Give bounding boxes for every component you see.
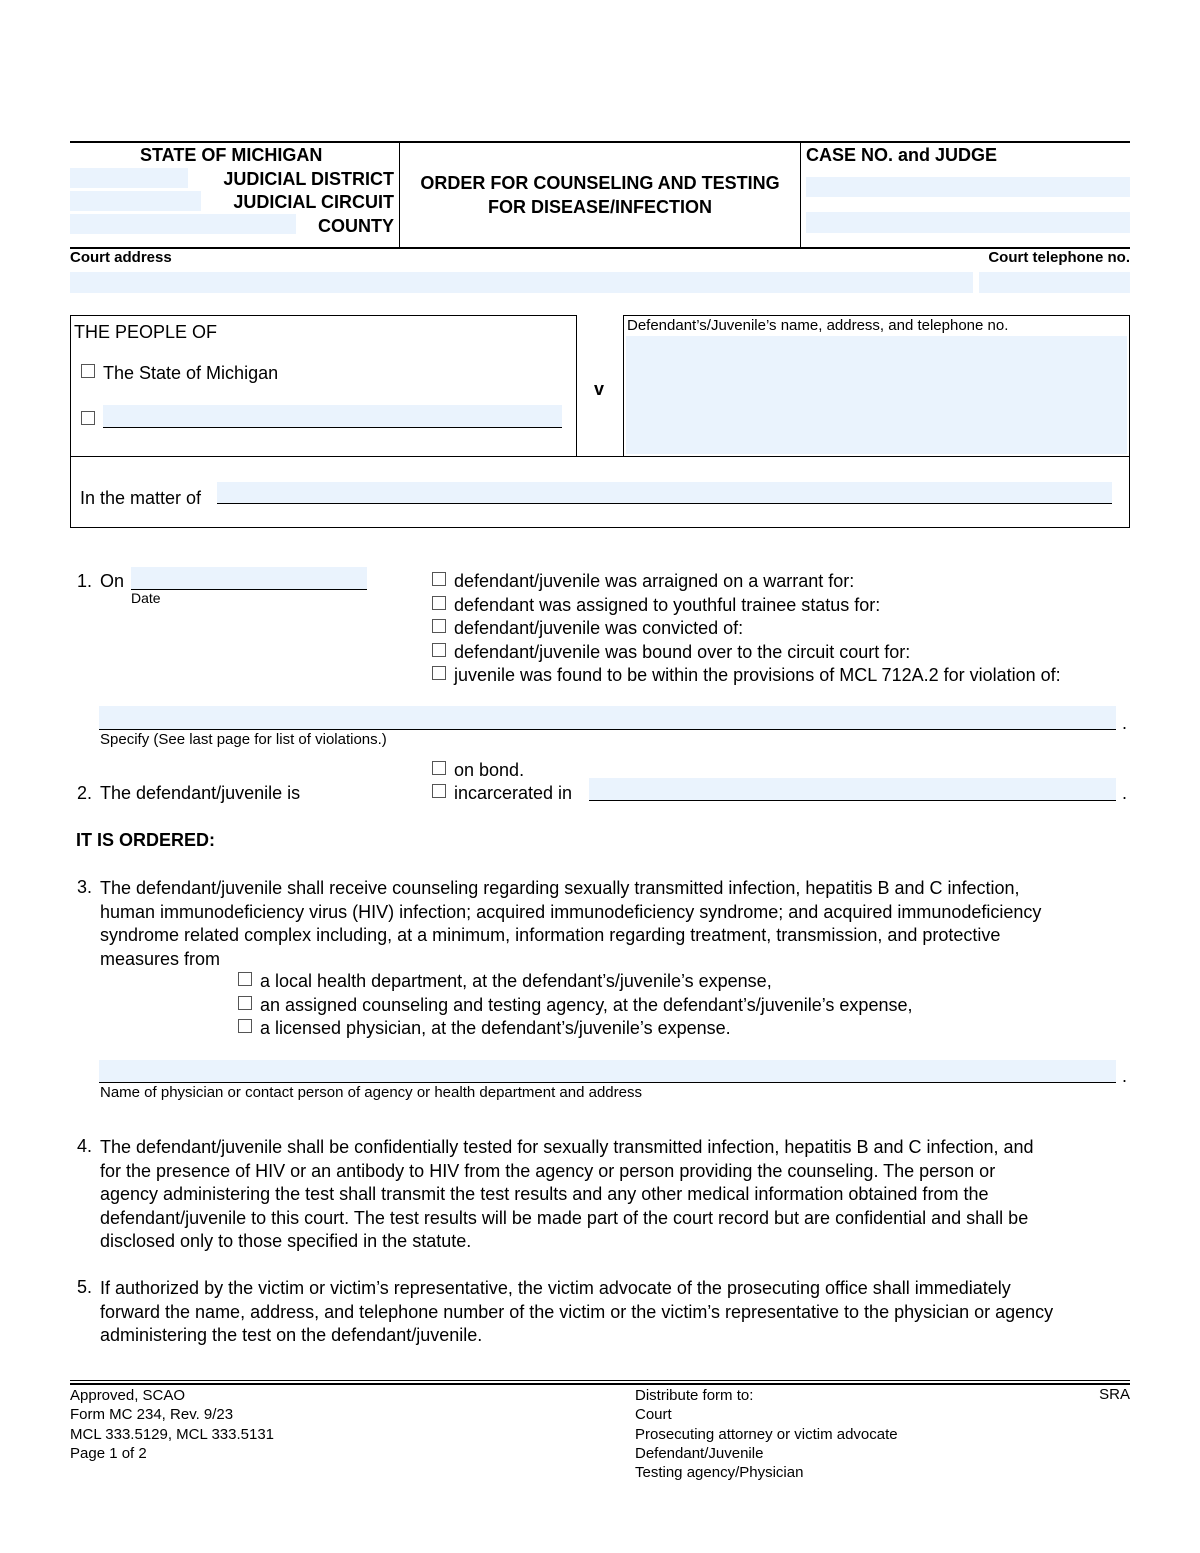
- defendant-label: Defendant’s/Juvenile’s name, address, and telephone no.: [627, 317, 1009, 334]
- arraigned-label: defendant/juvenile was arraigned on a warrant for:: [454, 571, 855, 591]
- item4-paragraph: [100, 1136, 1140, 1254]
- county-field[interactable]: [70, 214, 296, 234]
- youthful-trainee-checkbox[interactable]: [432, 596, 446, 610]
- item5-line: If authorized by the victim or victim’s representative, the victim advocate of the prosecuting office shall immediately: [100, 1278, 1011, 1298]
- judicial-circuit-label: JUDICIAL CIRCUIT: [233, 192, 394, 212]
- footer-distribute-block: [635, 1386, 898, 1482]
- item3-number: 3.: [77, 877, 93, 897]
- physician-name-field[interactable]: [99, 1060, 1116, 1082]
- item4-line: The defendant/juvenile shall be confidentially tested for sexually transmitted infection, hepatitis B and C infection, and: [100, 1137, 1034, 1157]
- local-health-department-label: a local health department, at the defendant’s/juvenile’s expense,: [260, 971, 772, 991]
- incarcerated-period: .: [1122, 783, 1128, 803]
- item3-line: measures from: [100, 948, 221, 969]
- distribute-item: Court: [635, 1406, 672, 1424]
- violation-specify-label: Specify (See last page for list of violations.): [100, 731, 387, 748]
- item3-line: human immunodeficiency virus (HIV) infection; acquired immunodeficiency syndrome; and acquired immunodeficiency: [100, 901, 1042, 922]
- item3-line: syndrome related complex including, at a minimum, information regarding treatment, transmission, and protective: [100, 925, 1001, 946]
- judicial-circuit-field[interactable]: [70, 191, 201, 211]
- item2-number: 2.: [77, 783, 93, 803]
- case-no-field[interactable]: [806, 177, 1130, 197]
- violation-specify-field[interactable]: [99, 706, 1116, 729]
- judicial-district-label: JUDICIAL DISTRICT: [223, 169, 394, 189]
- other-people-checkbox[interactable]: [81, 411, 95, 425]
- people-of-label: THE PEOPLE OF: [74, 322, 218, 342]
- page-number: Page 1 of 2: [70, 1444, 147, 1462]
- statute-reference: MCL 333.5129, MCL 333.5131: [70, 1425, 275, 1443]
- court-telephone-label: Court telephone no.: [988, 249, 1130, 266]
- state-of-michigan-checkbox[interactable]: [81, 364, 95, 378]
- distribute-item: Prosecuting attorney or victim advocate: [635, 1425, 898, 1443]
- form-title-line1: ORDER FOR COUNSELING AND TESTING: [420, 173, 780, 193]
- item4-line: agency administering the test shall transmit the test results and any other medical information obtained from the: [100, 1184, 989, 1205]
- state-heading: STATE OF MICHIGAN: [140, 145, 323, 165]
- incarcerated-checkbox[interactable]: [432, 784, 446, 798]
- form-number: Form MC 234, Rev. 9/23: [70, 1406, 234, 1424]
- other-people-field[interactable]: [103, 405, 562, 427]
- item1-date-label: Date: [131, 590, 161, 606]
- youthful-trainee-label: defendant was assigned to youthful trainee status for:: [454, 595, 881, 615]
- licensed-physician-checkbox[interactable]: [238, 1019, 252, 1033]
- footer-left-block: [70, 1386, 274, 1463]
- item5-line: forward the name, address, and telephone number of the victim or the victim’s representative to the physician or agency: [100, 1301, 1054, 1322]
- approved-label: Approved, SCAO: [70, 1387, 186, 1404]
- distribute-item: Defendant/Juvenile: [635, 1444, 764, 1462]
- item1-date-field[interactable]: [131, 567, 367, 589]
- licensed-physician-label: a licensed physician, at the defendant’s/juvenile’s expense.: [260, 1018, 731, 1038]
- court-telephone-field[interactable]: [979, 272, 1130, 293]
- bound-over-checkbox[interactable]: [432, 643, 446, 657]
- physician-name-label: Name of physician or contact person of agency or health department and address: [100, 1084, 642, 1101]
- incarcerated-in-underline: [589, 800, 1116, 801]
- juvenile-provisions-label: juvenile was found to be within the provisions of MCL 712A.2 for violation of:: [454, 665, 1061, 685]
- state-of-michigan-label: The State of Michigan: [103, 363, 279, 383]
- counseling-agency-checkbox[interactable]: [238, 996, 252, 1010]
- footer-code: SRA: [1099, 1386, 1130, 1403]
- versus-label: v: [594, 379, 605, 399]
- header-divider-left: [399, 142, 400, 247]
- court-address-label: Court address: [70, 249, 172, 266]
- matter-of-field[interactable]: [217, 482, 1112, 503]
- defendant-field[interactable]: [626, 336, 1127, 454]
- footer-rule-top: [70, 1380, 1130, 1381]
- physician-name-period: .: [1122, 1066, 1128, 1086]
- item3-paragraph: [100, 877, 1140, 971]
- item1-on-label: On: [100, 571, 125, 591]
- footer-rule-bottom: [70, 1383, 1130, 1385]
- header-divider-right: [800, 142, 801, 247]
- other-people-underline: [103, 427, 562, 428]
- it-is-ordered-heading: IT IS ORDERED:: [76, 830, 216, 850]
- item5-number: 5.: [77, 1277, 93, 1297]
- item4-number: 4.: [77, 1136, 93, 1156]
- item1-number: 1.: [77, 571, 93, 591]
- item2-text: The defendant/juvenile is: [100, 783, 301, 803]
- item5-paragraph: [100, 1277, 1140, 1348]
- matter-of-underline: [217, 503, 1112, 504]
- county-label: COUNTY: [318, 216, 394, 236]
- header-bottom-rule: [70, 247, 1130, 249]
- counseling-agency-label: an assigned counseling and testing agency, at the defendant’s/juvenile’s expense,: [260, 995, 913, 1015]
- convicted-checkbox[interactable]: [432, 619, 446, 633]
- item5-line: administering the test on the defendant/juvenile.: [100, 1325, 483, 1346]
- form-title-line2: FOR DISEASE/INFECTION: [487, 197, 712, 217]
- item1-date-underline: [131, 589, 367, 590]
- item4-line: disclosed only to those specified in the statute.: [100, 1231, 472, 1252]
- distribute-item: Testing agency/Physician: [635, 1464, 804, 1482]
- on-bond-label: on bond.: [454, 760, 525, 780]
- on-bond-checkbox[interactable]: [432, 761, 446, 775]
- distribute-heading: Distribute form to:: [635, 1387, 754, 1404]
- header-top-rule: [70, 141, 1130, 143]
- local-health-department-checkbox[interactable]: [238, 972, 252, 986]
- arraigned-checkbox[interactable]: [432, 572, 446, 586]
- item4-line: for the presence of HIV or an antibody to HIV from the agency or person providing the counseling. The person or: [100, 1160, 996, 1181]
- case-no-label: CASE NO. and JUDGE: [806, 145, 998, 165]
- matter-of-label: In the matter of: [80, 488, 202, 508]
- incarcerated-in-field[interactable]: [589, 778, 1116, 800]
- violation-specify-underline: [99, 729, 1116, 730]
- incarcerated-label: incarcerated in: [454, 783, 573, 803]
- convicted-label: defendant/juvenile was convicted of:: [454, 618, 744, 638]
- judicial-district-field[interactable]: [70, 168, 188, 188]
- court-address-field[interactable]: [70, 272, 973, 293]
- item3-line: The defendant/juvenile shall receive counseling regarding sexually transmitted infection, hepatitis B and C infection,: [100, 878, 1020, 898]
- violation-period: .: [1122, 713, 1128, 733]
- judge-field[interactable]: [806, 212, 1130, 233]
- juvenile-provisions-checkbox[interactable]: [432, 666, 446, 680]
- item4-line: defendant/juvenile to this court. The test results will be made part of the court record but are confidential and shall be: [100, 1207, 1029, 1228]
- bound-over-label: defendant/juvenile was bound over to the circuit court for:: [454, 642, 911, 662]
- physician-name-underline: [99, 1082, 1116, 1083]
